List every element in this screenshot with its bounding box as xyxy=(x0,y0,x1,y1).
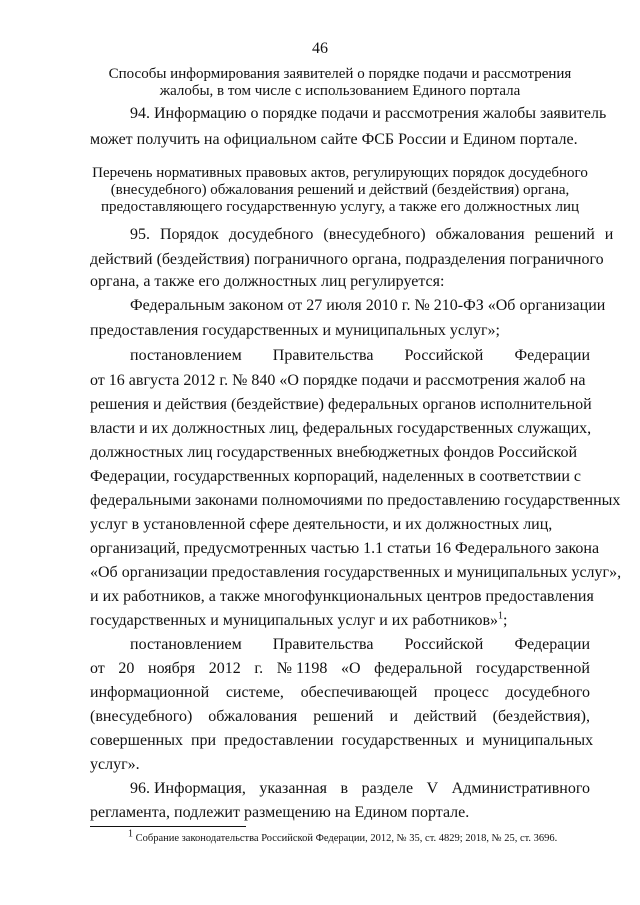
decree-1198-line-1: постановлением Правительства Российской Федерации xyxy=(130,636,590,653)
law-210-line-1: Федеральным законом от 27 июля 2010 г. № 210-ФЗ «Об организации xyxy=(130,297,606,314)
decree-1198-line-3: информационной системе, обеспечивающей процесс досудебного xyxy=(90,684,590,701)
footnote-separator xyxy=(90,826,246,827)
decree-1198-line-2: от 20 ноября 2012 г. № 1198 «О федеральной государственной xyxy=(90,660,590,677)
decree-840-line-12: государственных и муниципальных услуг и их работников»$^1$; xyxy=(90,610,508,629)
paragraph-96-line-1: 96. Информация, указанная в разделе V Административного xyxy=(130,780,590,797)
decree-840-line-2: от 16 августа 2012 г. № 840 «О порядке подачи и рассмотрения жалоб на xyxy=(90,372,586,389)
footnote xyxy=(128,828,558,844)
decree-840-line-8: услуг в установленной сфере деятельности, и их должностных лиц, xyxy=(90,516,553,533)
page-number: 46 xyxy=(312,40,328,57)
heading-line: Способы информирования заявителей о порядке подачи и рассмотрения xyxy=(108,66,572,82)
paragraph-95-line-3: органа, а также его должностных лиц регулируется: xyxy=(90,273,445,290)
paragraph-95-line-1: 95. Порядок досудебного (внесудебного) обжалования решений и xyxy=(130,226,614,243)
decree-840-line-7: федеральными законами полномочиями по предоставлению государственных xyxy=(90,492,621,509)
footnote-reference: 1 xyxy=(498,610,503,622)
decree-840-line-11: и их работников, а также многофункциональных центров предоставления xyxy=(90,588,594,605)
decree-840-line-1: постановлением Правительства Российской Федерации xyxy=(130,347,590,364)
heading-line: Перечень нормативных правовых актов, регулирующих порядок досудебного xyxy=(92,165,588,181)
law-210-line-2: предоставления государственных и муниципальных услуг»; xyxy=(90,322,500,339)
heading-line: (внесудебного) обжалования решений и действий (бездействия) органа, xyxy=(110,182,570,198)
decree-840-line-9: организаций, предусмотренных частью 1.1 статьи 16 Федерального закона xyxy=(90,540,600,557)
section-heading-normative-acts xyxy=(90,165,590,216)
decree-1198-line-6: услуг». xyxy=(90,756,140,773)
section-heading-informing xyxy=(90,66,590,100)
decree-840-line-4: власти и их должностных лиц, федеральных государственных служащих, xyxy=(90,420,592,437)
decree-1198-line-5: совершенных при предоставлении государственных и муниципальных xyxy=(90,732,594,749)
heading-line: предоставляющего государственную услугу, а также его должностных лиц xyxy=(100,199,580,215)
paragraph-96-line-2: регламента, подлежит размещению на Едином портале. xyxy=(90,804,470,821)
paragraph-94-line-1: 94. Информацию о порядке подачи и рассмотрения жалобы заявитель xyxy=(130,105,607,122)
paragraph-94-line-2: может получить на официальном сайте ФСБ России и Едином портале. xyxy=(90,131,578,148)
heading-line: жалобы, в том числе с использованием Единого портала xyxy=(159,83,521,99)
decree-1198-line-4: (внесудебного) обжалования решений и действий (бездействия), xyxy=(90,708,590,725)
decree-840-line-5: должностных лиц государственных внебюджетных фондов Российской xyxy=(90,444,578,461)
footnote-mark: 1 xyxy=(128,828,133,840)
decree-840-line-6: Федерации, государственных корпораций, наделенных в соответствии с xyxy=(90,468,582,485)
decree-840-line-10: «Об организации предоставления государственных и муниципальных услуг», xyxy=(90,564,622,581)
paragraph-95-line-2: действий (бездействия) пограничного органа, подразделения пограничного xyxy=(90,251,604,268)
footnote-text: Собрание законодательства Российской Федерации, 2012, № 35, ст. 4829; 2018, № 25, ст. 3696. xyxy=(135,833,558,844)
decree-840-line-3: решения и действия (бездействие) федеральных органов исполнительной xyxy=(90,396,592,413)
